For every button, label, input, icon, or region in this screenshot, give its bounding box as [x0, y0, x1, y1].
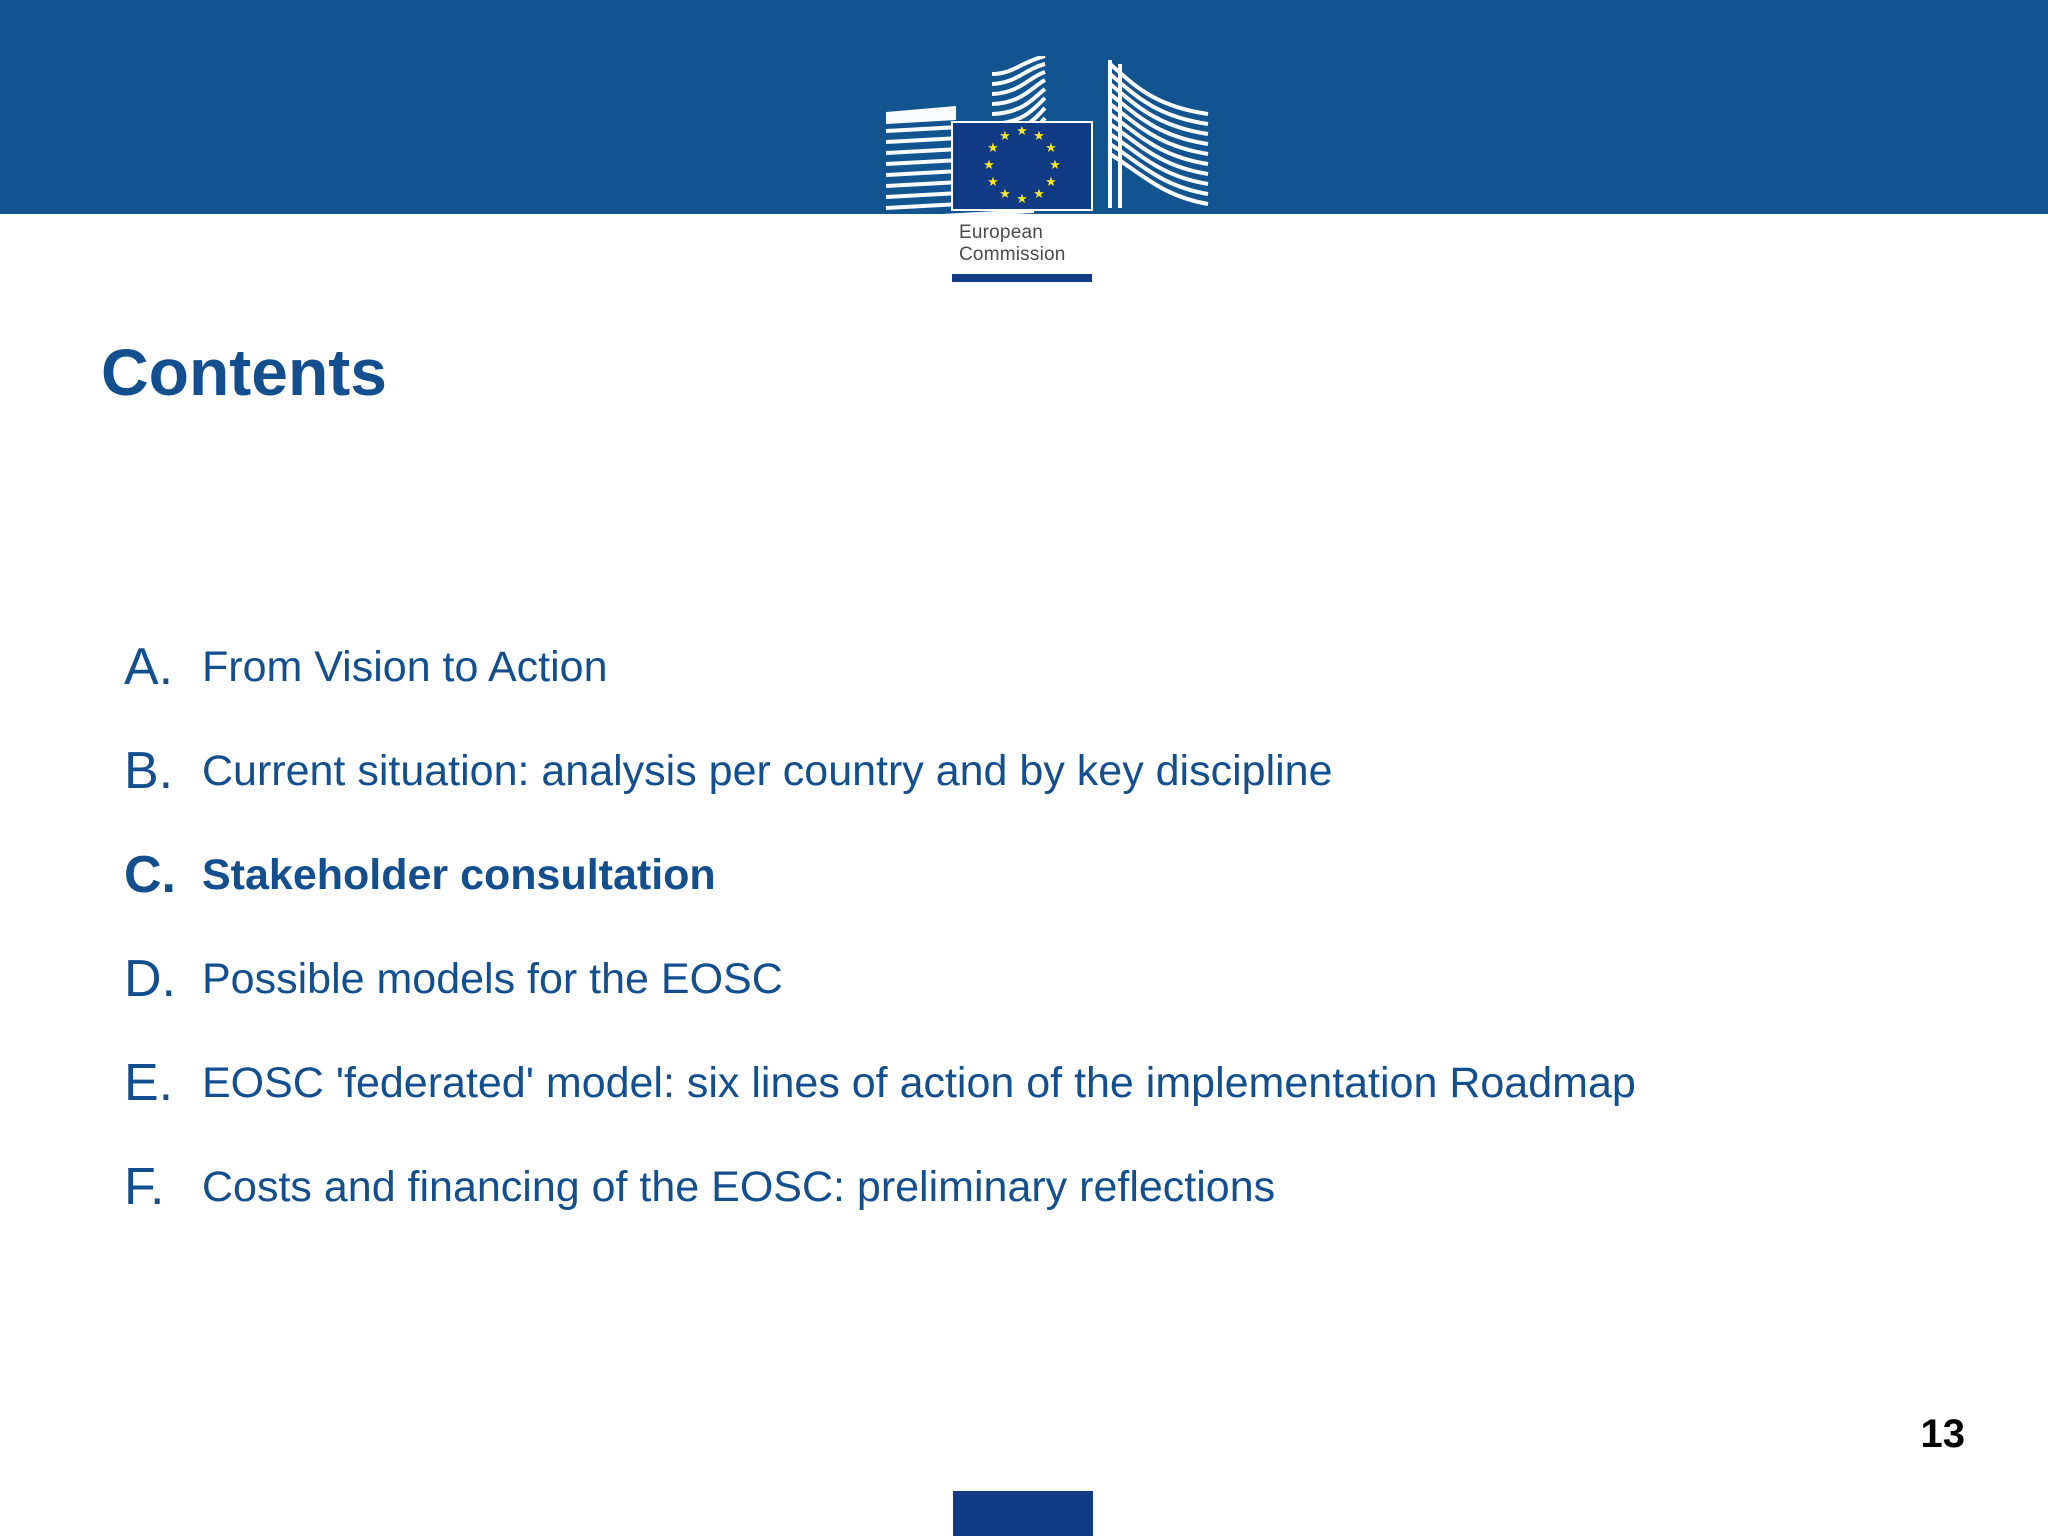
item-text: Current situation: analysis per country and by key discipline: [202, 747, 1333, 795]
item-text: From Vision to Action: [202, 643, 608, 691]
svg-text:★: ★: [1033, 129, 1045, 144]
contents-item-d: [124, 927, 1774, 1031]
svg-text:★: ★: [999, 129, 1011, 144]
contents-item-f: [124, 1135, 1774, 1239]
svg-text:★: ★: [983, 158, 995, 173]
item-text: Costs and financing of the EOSC: preliminary reflections: [202, 1163, 1276, 1211]
contents-list: [124, 615, 1774, 1239]
svg-text:★: ★: [1049, 158, 1061, 173]
contents-item-c-current: [124, 823, 1774, 927]
item-text: Possible models for the EOSC: [202, 955, 783, 1003]
logo-underline: [952, 274, 1092, 282]
item-letter: C.: [124, 846, 176, 904]
item-letter: E.: [124, 1054, 174, 1112]
organization-name-line-1: European: [959, 222, 1044, 243]
item-text: EOSC 'federated' model: six lines of action of the implementation Roadmap: [202, 1059, 1636, 1107]
european-commission-logo: [884, 56, 1210, 286]
item-letter: B.: [124, 742, 174, 800]
slide-title: Contents: [101, 335, 387, 409]
item-letter: F.: [124, 1158, 165, 1216]
svg-text:★: ★: [1016, 124, 1028, 139]
item-letter: D.: [124, 950, 176, 1008]
contents-item-a: [124, 615, 1774, 719]
svg-text:★: ★: [987, 175, 999, 190]
organization-name: [959, 222, 1066, 266]
item-text: Stakeholder consultation: [202, 851, 716, 899]
svg-text:★: ★: [1045, 175, 1057, 190]
svg-text:★: ★: [1016, 192, 1028, 207]
svg-text:★: ★: [999, 187, 1011, 202]
contents-item-b: [124, 719, 1774, 823]
svg-text:★: ★: [1045, 141, 1057, 156]
bottom-tab: [953, 1491, 1093, 1536]
organization-name-line-2: Commission: [959, 244, 1066, 265]
item-letter: A.: [124, 638, 174, 696]
page-number: 13: [1920, 1412, 1965, 1456]
contents-item-e: [124, 1031, 1774, 1135]
svg-text:★: ★: [987, 141, 999, 156]
svg-text:★: ★: [1033, 187, 1045, 202]
